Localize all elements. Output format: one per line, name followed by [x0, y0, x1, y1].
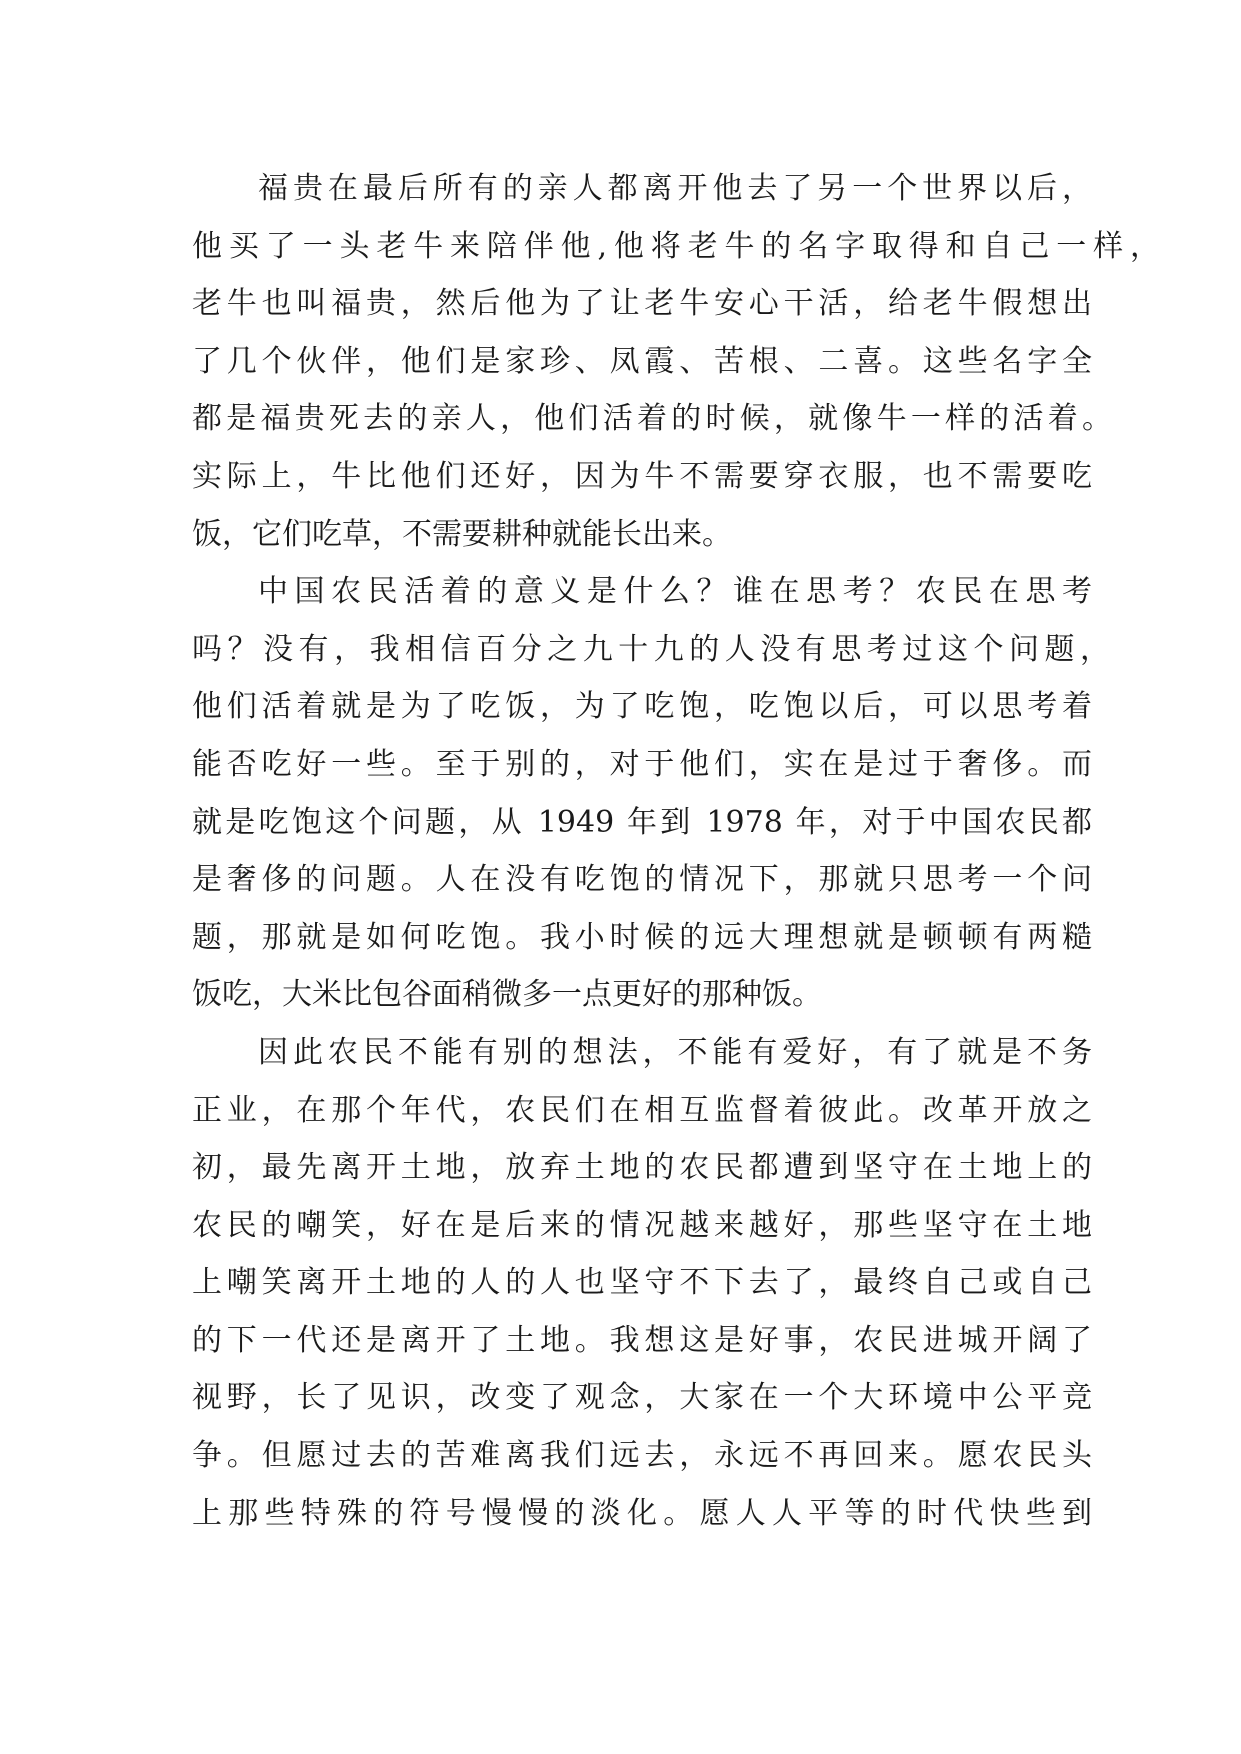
- text-line: 是奢侈的问题。人在没有吃饱的情况下，那就只思考一个问: [192, 862, 1092, 898]
- text-line: 的下一代还是离开了土地。我想这是好事，农民进城开阔了: [192, 1322, 1092, 1358]
- text-line: 吗？没有，我相信百分之九十九的人没有思考过这个问题，: [192, 631, 1110, 667]
- text-line: 上那些特殊的符号慢慢的淡化。愿人人平等的时代快些到: [192, 1495, 1092, 1531]
- text-line: 正业，在那个年代，农民们在相互监督着彼此。改革开放之: [192, 1092, 1092, 1128]
- text-line: 中国农民活着的意义是什么？谁在思考？农民在思考: [258, 574, 1092, 610]
- text-line: 老牛也叫福贵，然后他为了让老牛安心干活，给老牛假想出: [192, 286, 1092, 322]
- paragraph-2: [192, 563, 1110, 1024]
- paragraph-3: [192, 1024, 1092, 1542]
- text-line: 福贵在最后所有的亲人都离开他去了另一个世界以后，: [258, 171, 1092, 206]
- text-line: 饭，它们吃草，不需要耕种就能长出来。: [192, 516, 732, 552]
- text-line: 他们活着就是为了吃饭，为了吃饱，吃饱以后，可以思考着: [192, 689, 1092, 725]
- text-line: 视野，长了见识，改变了观念，大家在一个大环境中公平竞: [192, 1380, 1092, 1416]
- text-line: 初，最先离开土地，放弃土地的农民都遭到坚守在土地上的: [192, 1150, 1092, 1186]
- text-line: 题，那就是如何吃饱。我小时候的远大理想就是顿顿有两糙: [192, 919, 1092, 955]
- body-text: [192, 160, 1160, 1542]
- text-line: 因此农民不能有别的想法，不能有爱好，有了就是不务: [258, 1034, 1092, 1070]
- text-line: 争。但愿过去的苦难离我们远去，永远不再回来。愿农民头: [192, 1438, 1092, 1474]
- text-line: 农民的嘲笑，好在是后来的情况越来越好，那些坚守在土地: [192, 1207, 1092, 1243]
- text-line: 他买了一头老牛来陪伴他,他将老牛的名字取得和自己一样，: [192, 228, 1160, 264]
- text-line: 就是吃饱这个问题，从 1949 年到 1978 年，对于中国农民都: [192, 804, 1092, 840]
- text-line: 了几个伙伴，他们是家珍、凤霞、苦根、二喜。这些名字全: [192, 343, 1092, 379]
- text-line: 都是福贵死去的亲人，他们活着的时候，就像牛一样的活着。: [192, 401, 1112, 437]
- text-line: 饭吃，大米比包谷面稍微多一点更好的那种饭。: [192, 977, 822, 1013]
- text-line: 实际上，牛比他们还好，因为牛不需要穿衣服，也不需要吃: [192, 458, 1092, 494]
- text-line: 上嘲笑离开土地的人的人也坚守不下去了，最终自己或自己: [192, 1265, 1092, 1301]
- paragraph-1: [192, 160, 1160, 563]
- text-line: 能否吃好一些。至于别的，对于他们，实在是过于奢侈。而: [192, 746, 1092, 782]
